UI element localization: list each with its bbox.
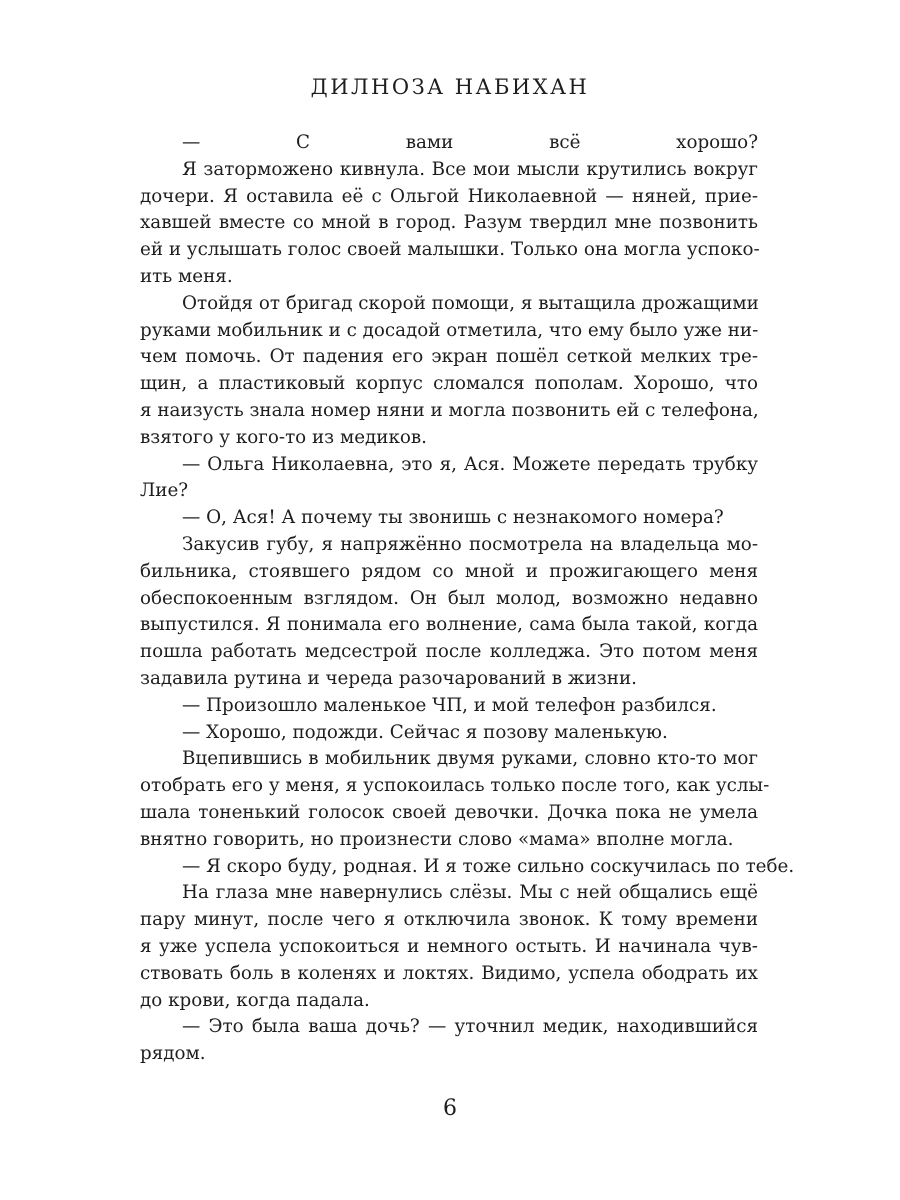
text-line: взятого у кого-то из медиков.	[140, 426, 427, 448]
text-line: Лие?	[140, 480, 189, 502]
running-head-author: ДИЛНОЗА НАБИХАН	[310, 75, 590, 99]
text-line: чем помочь. От падения его экран пошёл сеткой мелких тре-	[140, 346, 758, 368]
text-line: — Это была ваша дочь? — уточнил медик, находившийся	[182, 1016, 758, 1038]
text-line: пошла работать медсестрой после колледжа. Это потом меня	[140, 641, 758, 663]
text-line: внятно говорить, но произнести слово «мама» вполне могла.	[140, 828, 734, 850]
text-line: Вцепившись в мобильник двумя руками, словно кто-то мог	[182, 748, 758, 770]
text-line: Закусив губу, я напряжённо посмотрела на владельца мо-	[182, 533, 758, 555]
text-line: — Ольга Николаевна, это я, Ася. Можете передать трубку	[182, 453, 758, 475]
text-line: я уже успела успокоиться и немного остыть. И начинала чув-	[140, 935, 758, 957]
text-line: ствовать боль в коленях и локтях. Видимо, успела ободрать их	[140, 962, 758, 984]
body-text	[140, 130, 795, 1068]
text-line: я наизусть знала номер няни и могла позвонить ей с телефона,	[140, 399, 759, 421]
text-line: щин, а пластиковый корпус сломался пополам. Хорошо, что	[140, 373, 758, 395]
page-number: 6	[443, 1096, 457, 1121]
text-line: обеспокоенным взглядом. Он был молод, возможно недавно	[140, 587, 758, 609]
text-line: выпустился. Я понимала его волнение, сама была такой, когда	[140, 614, 758, 636]
text-line: — С вами всё хорошо?	[182, 132, 758, 153]
text-line: шала тоненький голосок своей девочки. Дочка пока не умела	[140, 801, 758, 823]
text-line: Я заторможено кивнула. Все мои мысли крутились вокруг	[182, 158, 758, 180]
text-line: пару минут, после чего я отключила звонок. К тому времени	[140, 909, 758, 931]
text-line: Отойдя от бригад скорой помощи, я вытащила дрожащими	[182, 292, 759, 314]
text-line: до крови, когда падала.	[140, 989, 370, 1011]
text-line: руками мобильник и с досадой отметила, что ему было уже ни-	[140, 319, 759, 341]
text-line: отобрать его у меня, я успокоилась только после того, как услы-	[140, 775, 770, 797]
text-line: бильника, стоявшего рядом со мной и прожигающего меня	[140, 560, 758, 582]
text-line: ей и услышать голос своей малышки. Только она могла успоко-	[140, 239, 760, 261]
text-line: ить меня.	[140, 265, 233, 287]
text-line: — Произошло маленькое ЧП, и мой телефон разбился.	[182, 694, 717, 716]
text-line: хавшей вместе со мной в город. Разум твердил мне позвонить	[140, 212, 758, 234]
text-line: дочери. Я оставила её с Ольгой Николаевной — няней, прие-	[140, 185, 758, 207]
text-line: рядом.	[140, 1043, 206, 1065]
text-line: — Хорошо, подожди. Сейчас я позову маленькую.	[182, 721, 668, 743]
text-line: — О, Ася! А почему ты звонишь с незнакомого номера?	[182, 507, 724, 529]
text-line: На глаза мне навернулись слёзы. Мы с ней общались ещё	[182, 882, 758, 904]
text-line: — Я скоро буду, родная. И я тоже сильно соскучилась по тебе.	[182, 855, 795, 877]
text-line: задавила рутина и череда разочарований в жизни.	[140, 667, 637, 689]
